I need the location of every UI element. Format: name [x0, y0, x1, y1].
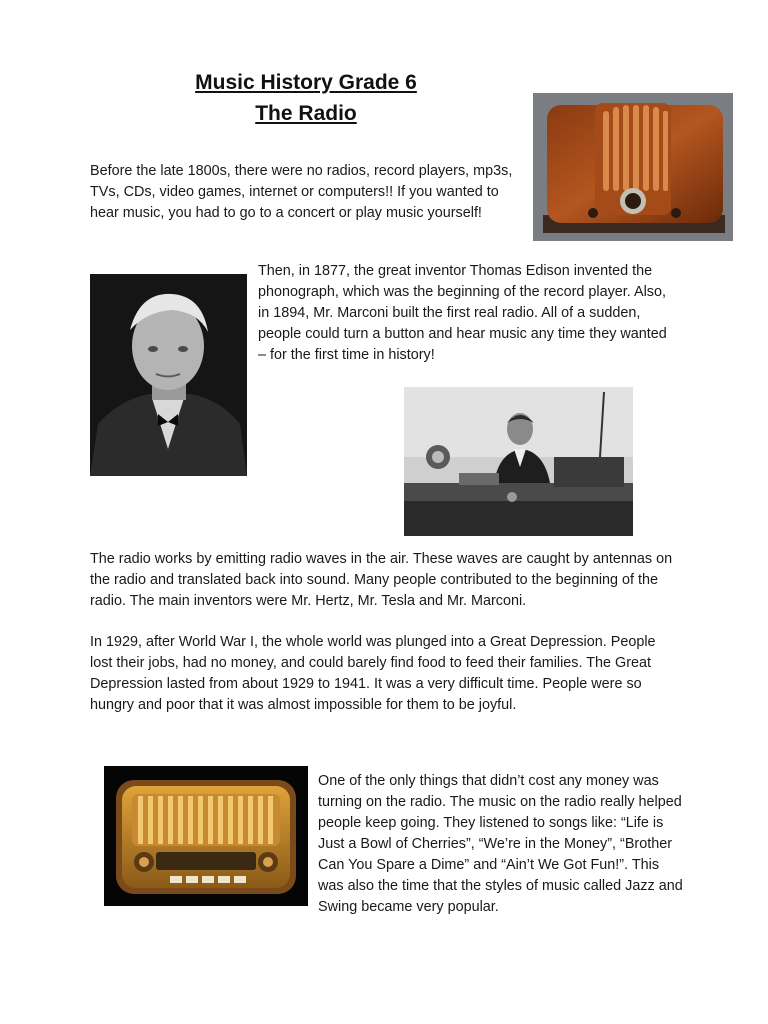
vintage-tube-radio-image [104, 766, 308, 906]
paragraph-how-radio-works: The radio works by emitting radio waves in the air. These waves are caught by antennas on the radio and translated back into sound. Many people contributed to the beginning of the radio. The main inventors were Mr. Hertz, Mr. Tesla and Mr. Marconi. [90, 551, 673, 609]
thomas-edison-portrait-image [90, 274, 247, 476]
paragraph-intro: Before the late 1800s, there were no radios, record players, mp3s, TVs, CDs, video games, internet or computers!! If you wanted to hear music, you had to go to a concert or play music yourself! [90, 163, 513, 221]
paragraph-radio-songs: One of the only things that didn’t cost any money was turning on the radio. The music on the radio really helped people keep going. They listened to songs like: “Life is Just a Bowl of Cherries”, “We’re in the Money”, “Brother Can You Spare a Dime” and “Ain’t We Got Fun!”. This was also the time that the styles of music called Jazz and Swing became very popular. [318, 773, 683, 915]
page-subtitle: The Radio [255, 102, 357, 125]
paragraph-great-depression: In 1929, after World War I, the whole world was plunged into a Great Depression. People lost their jobs, had no money, and could barely find food to feed their families. The Great Depression lasted from about 1929 to 1941. It was a very difficult time. People were so hungry and poor that it was almost impossible for them to be joyful. [90, 634, 656, 713]
page-title: Music History Grade 6 [195, 71, 417, 94]
wooden-radio-image [533, 93, 733, 241]
marconi-with-radio-image [404, 387, 633, 536]
paragraph-edison-marconi: Then, in 1877, the great inventor Thomas Edison invented the phonograph, which was the beginning of the record player. Also, in 1894, Mr. Marconi built the first real radio. All of a sudden, people could turn a button and hear music any time they wanted – for the first time in history! [258, 263, 667, 363]
